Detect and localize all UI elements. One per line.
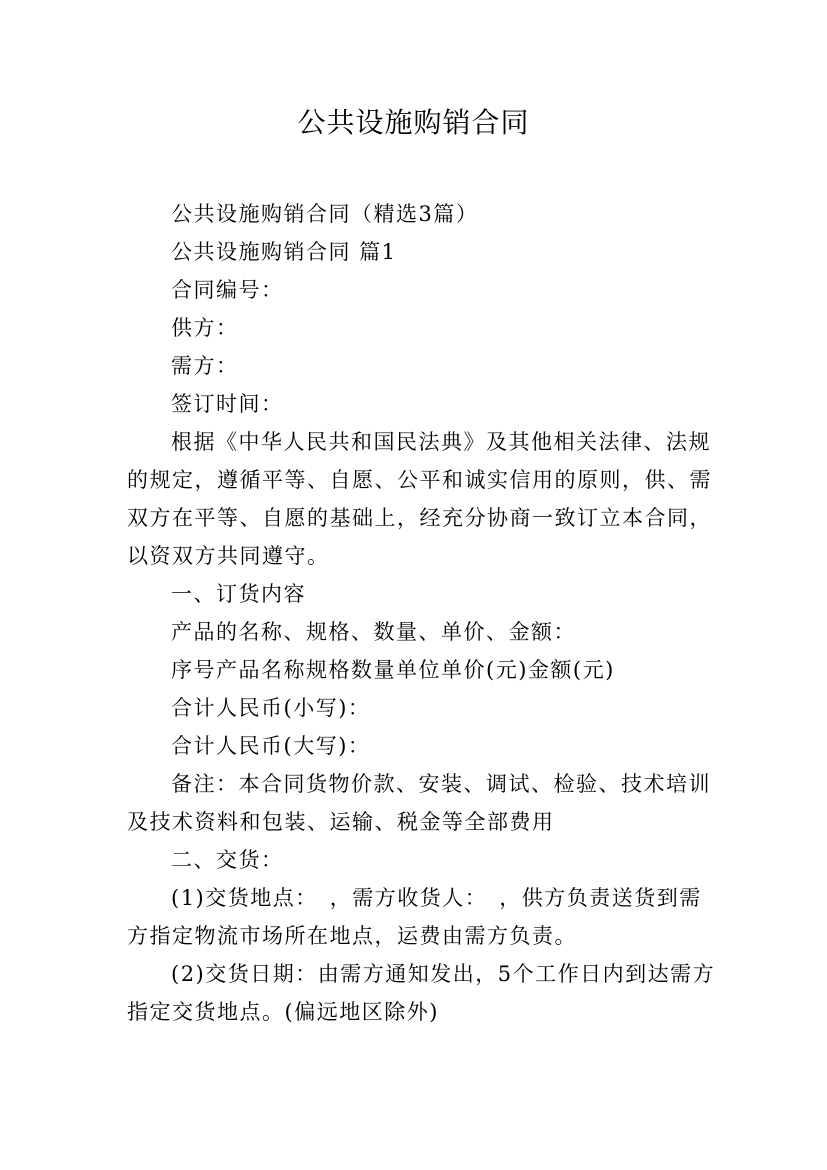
preamble-line: 以资双方共同遵守。 — [127, 544, 330, 568]
total-lowercase-label: 合计人民币(小写)： — [171, 696, 371, 720]
contract-number-label: 合同编号： — [171, 278, 284, 302]
document-title: 公共设施购销合同 — [297, 106, 530, 139]
buyer-label: 需方： — [171, 354, 239, 378]
preamble-line: 根据《中华人民共和国民法典》及其他相关法律、法规 — [171, 430, 711, 454]
preamble-line: 双方在平等、自愿的基础上，经充分协商一致订立本合同， — [127, 506, 712, 530]
remark-line: 及技术资料和包装、运输、税金等全部费用 — [127, 810, 555, 834]
supplier-label: 供方： — [171, 316, 239, 340]
delivery-date-line: 指定交货地点。(偏远地区除外) — [127, 1000, 439, 1024]
delivery-date-line: (2)交货日期：由需方通知发出，5个工作日内到达需方 — [171, 962, 716, 986]
document-body — [127, 195, 716, 1031]
product-table-header: 序号产品名称规格数量单位单价(元)金额(元) — [171, 658, 615, 682]
collection-heading: 公共设施购销合同（精选3篇） — [171, 202, 479, 226]
total-uppercase-label: 合计人民币(大写)： — [171, 734, 371, 758]
order-content-heading: 一、订货内容 — [171, 582, 306, 606]
preamble-line: 的规定，遵循平等、自愿、公平和诚实信用的原则，供、需 — [127, 468, 712, 492]
delivery-heading: 二、交货： — [171, 848, 284, 872]
delivery-location-line: 方指定物流市场所在地点，运费由需方负责。 — [127, 924, 577, 948]
signing-time-label: 签订时间： — [171, 392, 284, 416]
section-heading: 公共设施购销合同 篇1 — [171, 240, 397, 264]
remark-line: 备注：本合同货物价款、安装、调试、检验、技术培训 — [171, 772, 711, 796]
product-info-line: 产品的名称、规格、数量、单价、金额： — [171, 620, 576, 644]
delivery-location-line: (1)交货地点： ，需方收货人： ，供方负责送货到需 — [171, 886, 702, 910]
